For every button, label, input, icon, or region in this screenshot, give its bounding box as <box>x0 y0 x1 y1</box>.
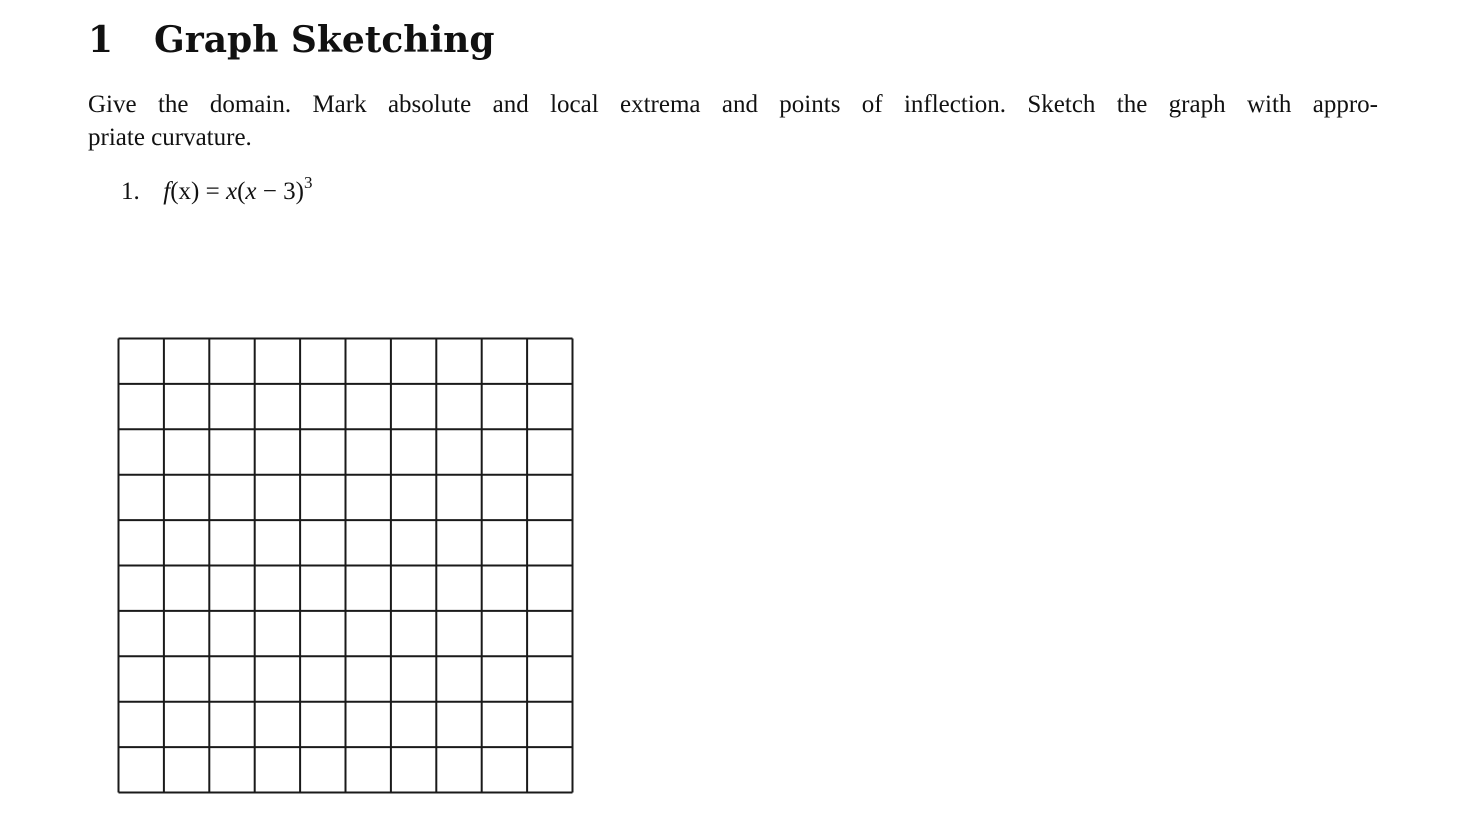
formula-minus-three: − 3) <box>256 178 304 205</box>
instructions-line-2: priate curvature. <box>88 124 252 151</box>
section-title: Graph Sketching <box>154 19 495 61</box>
formula-argument: (x) <box>170 178 200 205</box>
graph-grid-svg[interactable] <box>117 337 574 794</box>
formula-equals: = <box>199 178 226 205</box>
formula-function-name: f <box>163 178 171 205</box>
formula-inner-x: x <box>245 178 257 205</box>
instructions-paragraph <box>88 88 1378 154</box>
problem-formula <box>163 173 313 205</box>
problem-item <box>121 174 312 210</box>
formula-rhs-x: x <box>225 178 238 205</box>
graph-grid[interactable] <box>117 337 574 794</box>
problem-label: 1. <box>121 178 140 205</box>
instructions-line-1: Give the domain. Mark absolute and local extrema and points of inflection. Sketch the graph with appro- <box>88 91 1378 118</box>
formula-exponent: 3 <box>303 173 313 192</box>
section-number: 1 <box>88 19 114 61</box>
formula-open-paren: ( <box>237 178 246 205</box>
section-heading <box>88 14 495 66</box>
